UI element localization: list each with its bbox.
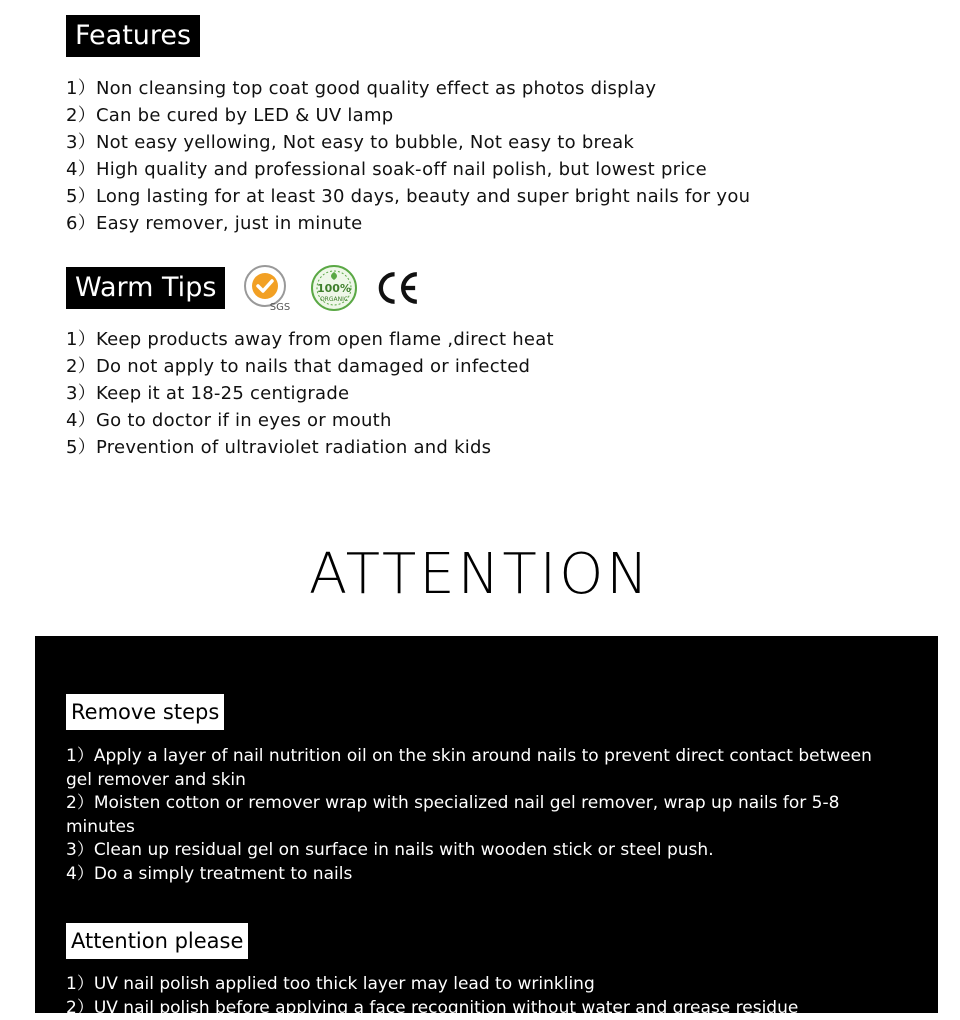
remove-steps-heading: Remove steps xyxy=(66,694,224,730)
svg-text:100%: 100% xyxy=(317,282,351,295)
list-item: 2）UV nail polish before applying a face recognition without water and grease residue xyxy=(66,997,886,1020)
list-item: 1）Keep products away from open flame ,direct heat xyxy=(66,326,554,353)
warm-tips-heading: Warm Tips xyxy=(66,267,225,309)
list-item: 3）Keep it at 18-25 centigrade xyxy=(66,380,554,407)
list-item: 5）Long lasting for at least 30 days, beauty and super bright nails for you xyxy=(66,183,750,210)
attention-title: ATTENTION xyxy=(0,540,960,610)
warm-tips-list xyxy=(66,326,554,461)
list-item: 2）Can be cured by LED & UV lamp xyxy=(66,102,750,129)
list-item: 2）Do not apply to nails that damaged or infected xyxy=(66,353,554,380)
list-item: 1）UV nail polish applied too thick layer may lead to wrinkling xyxy=(66,973,886,997)
list-item: 1）Apply a layer of nail nutrition oil on the skin around nails to prevent direct contact between gel remover and skin xyxy=(66,745,886,792)
sgs-badge-icon xyxy=(242,264,290,312)
features-heading: Features xyxy=(66,15,200,57)
list-item: 3）Clean up residual gel on surface in nails with wooden stick or steel push. xyxy=(66,839,886,863)
features-list xyxy=(66,75,750,237)
attention-please-heading: Attention please xyxy=(66,923,248,959)
svg-text:SGS: SGS xyxy=(270,302,290,312)
list-item: 1）Non cleansing top coat good quality effect as photos display xyxy=(66,75,750,102)
remove-steps-list xyxy=(66,745,886,886)
list-item: 4）Go to doctor if in eyes or mouth xyxy=(66,407,554,434)
list-item: 3）Not easy yellowing, Not easy to bubble, Not easy to break xyxy=(66,129,750,156)
list-item: 6）Easy remover, just in minute xyxy=(66,210,750,237)
organic-badge-icon xyxy=(310,264,358,312)
list-item: 5）Prevention of ultraviolet radiation and kids xyxy=(66,434,554,461)
list-item: 2）Moisten cotton or remover wrap with specialized nail gel remover, wrap up nails for 5-8 minutes xyxy=(66,792,886,839)
list-item: 4）High quality and professional soak-off nail polish, but lowest price xyxy=(66,156,750,183)
svg-text:ORGANIC: ORGANIC xyxy=(320,296,348,303)
ce-mark-icon xyxy=(374,264,422,312)
list-item: 4）Do a simply treatment to nails xyxy=(66,863,886,887)
